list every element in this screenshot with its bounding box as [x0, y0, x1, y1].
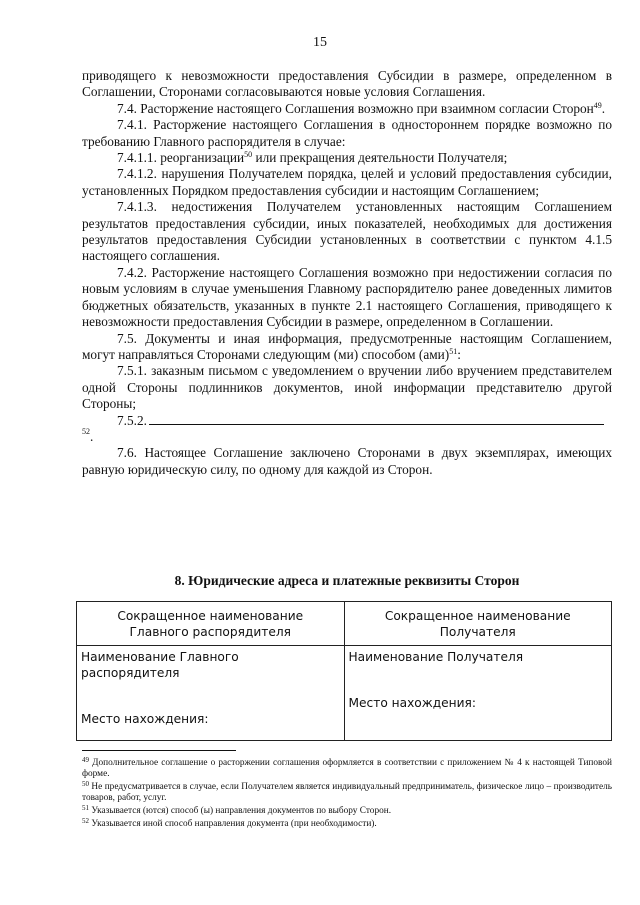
footnote-text: Не предусматривается в случае, если Получателем является индивидуальный предприниматель, физическое лицо – производитель товаров, работ, услуг. — [82, 782, 612, 803]
paragraph-text: 7.6. Настоящее Соглашение заключено Сторонами в двух экземплярах, имеющих равную юридическую силу, по одному для каждой из Сторон. — [82, 445, 612, 477]
footnote-ref: 51 — [449, 346, 458, 356]
paragraph-text: 7.4.1.2. нарушения Получателем порядка, целей и условий предоставления субсидии, установленных Порядком предоставления субсидии и настоящим Соглашением; — [82, 166, 612, 198]
paragraph — [82, 166, 612, 199]
paragraph — [82, 445, 612, 478]
footnote-number: 50 — [82, 780, 89, 788]
paragraph — [82, 265, 612, 331]
table-header-row — [77, 602, 612, 646]
footnote-text: Указывается (ются) способ (ы) направления документов по выбору Сторон. — [89, 806, 392, 816]
paragraph — [82, 68, 612, 101]
header-grantor-line-1: Сокращенное наименование — [117, 609, 304, 623]
requisites-table — [76, 601, 612, 741]
footnote — [82, 782, 612, 804]
paragraph — [82, 117, 612, 150]
header-grantor — [77, 602, 345, 646]
footnote — [82, 819, 612, 830]
page-number: 15 — [313, 35, 327, 50]
paragraph — [82, 413, 612, 446]
paragraph-text: . — [601, 100, 606, 116]
footnotes — [82, 758, 612, 832]
blank-fill-line — [149, 413, 604, 425]
paragraph — [82, 363, 612, 412]
paragraph — [82, 101, 612, 117]
paragraph-text: : — [457, 346, 461, 362]
footnote — [82, 806, 612, 817]
footnote — [82, 758, 612, 780]
footnote-number: 49 — [82, 756, 89, 764]
paragraph-text: 7.5. Документы и иная информация, предусмотренные настоящим Соглашением, могут направляться Сторонами следующим (ми) способом (ами) — [82, 330, 612, 362]
paragraph — [82, 150, 612, 166]
paragraph-text: 7.4.1. Расторжение настоящего Соглашения в одностороннем порядке возможно по требованию Главного распорядителя в случае: — [82, 117, 612, 149]
header-recipient — [344, 602, 612, 646]
paragraph-text: 7.4. Расторжение настоящего Соглашения возможно при взаимном согласии Сторон — [117, 100, 594, 116]
paragraph-text: 7.5.2. — [117, 412, 147, 428]
footnote-text: Дополнительное соглашение о расторжении соглашения оформляется в соответствии с приложением № 4 к настоящей Типовой форме. — [82, 758, 612, 779]
footnote-divider — [82, 750, 236, 751]
header-grantor-line-2: Главного распорядителя — [129, 625, 291, 639]
recipient-cell — [344, 646, 612, 741]
header-recipient-line-1: Сокращенное наименование — [384, 609, 571, 623]
paragraph-text: 7.4.2. Расторжение настоящего Соглашения возможно при недостижении согласия по новым условиям в случае уменьшения Главному распорядителю ранее доведенных лимитов бюджетных обязательств, указанных в пункте 2.1 настоящего Соглашения, приводящего к невозможности предоставления Субсидии в размере, определенном в Соглашении. — [82, 264, 612, 330]
footnote-ref: 52 — [82, 426, 90, 436]
paragraph — [82, 331, 612, 364]
table-row — [77, 646, 612, 741]
grantor-name-label: Наименование Главного распорядителя — [81, 650, 239, 680]
paragraph-text: приводящего к невозможности предоставления Субсидии в размере, определенном в Соглашении, Сторонами согласовываются новые условия Соглашения. — [82, 68, 612, 100]
footnote-number: 51 — [82, 804, 89, 812]
footnote-ref: 49 — [593, 100, 602, 110]
grantor-location-label: Место нахождения: — [81, 712, 209, 726]
paragraph-text: . — [90, 428, 94, 444]
recipient-name-label: Наименование Получателя — [348, 650, 524, 664]
paragraph — [82, 199, 612, 265]
paragraph-text: или прекращения деятельности Получателя; — [252, 150, 508, 166]
section-title: 8. Юридические адреса и платежные реквизиты Сторон — [174, 573, 520, 588]
footnote-text: Указывается иной способ направления документа (при необходимости). — [89, 819, 377, 829]
paragraph-text: 7.4.1.3. недостижения Получателем установленных настоящим Соглашением результатов предоставления субсидии, иных показателей, необходимых для достижения результатов предоставления Субсидии установленных в соответствии с пунктом 4.1.5 настоящего соглашения. — [82, 199, 612, 264]
paragraph-text: 7.5.1. заказным письмом с уведомлением о вручении либо вручением представителем одной Стороны подлинников документов, иной информации представителю другой Стороны; — [82, 363, 612, 412]
footnote-number: 52 — [82, 817, 89, 825]
footnote-ref: 50 — [244, 150, 253, 160]
agreement-body-text — [82, 68, 612, 478]
recipient-location-label: Место нахождения: — [348, 696, 476, 710]
header-recipient-line-2: Получателя — [439, 625, 516, 639]
grantor-cell — [77, 646, 345, 741]
paragraph-text: 7.4.1.1. реорганизации — [117, 150, 245, 166]
